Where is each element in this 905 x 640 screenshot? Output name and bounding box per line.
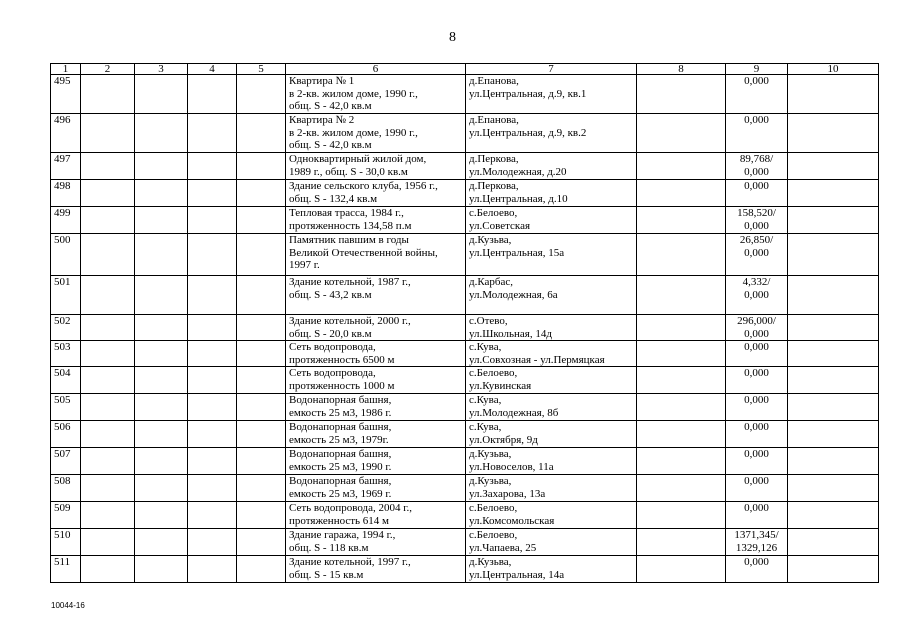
value-line: 158,520/ [737,207,776,219]
object-name-cell [286,556,466,583]
empty-cell [188,153,237,180]
empty-cell [637,448,726,475]
empty-cell [135,234,188,276]
empty-cell [135,276,188,315]
empty-cell [188,341,237,367]
address-line: ул.Кувинская [469,379,532,392]
empty-cell [637,75,726,114]
address-cell [466,114,637,153]
empty-cell [188,114,237,153]
row-number-cell: 507 [51,448,81,475]
empty-cell [237,475,286,502]
empty-cell [81,234,135,276]
table-row [51,394,879,421]
object-name-line: Одноквартирный жилой дом, [289,153,427,165]
value-line: 0,000 [744,341,769,353]
row-number-cell: 506 [51,421,81,448]
empty-cell [637,276,726,315]
empty-cell [637,180,726,207]
address-line: д.Епанова, [469,75,519,87]
table-row [51,341,879,367]
address-line: с.Кува, [469,394,502,406]
value-line: 0,000 [744,421,769,433]
row-number-cell: 509 [51,502,81,529]
empty-cell [788,341,879,367]
empty-cell [237,75,286,114]
object-name-line: общ. S - 118 кв.м [289,541,369,554]
object-name-cell [286,114,466,153]
empty-cell [81,114,135,153]
address-cell [466,153,637,180]
object-name-line: протяженность 6500 м [289,353,395,366]
object-name-line: Водонапорная башня, [289,394,392,406]
address-line: с.Отево, [469,315,508,327]
empty-cell [237,367,286,394]
address-line: д.Кузьва, [469,556,512,568]
empty-cell [188,276,237,315]
empty-cell [188,234,237,276]
row-number-cell: 495 [51,75,81,114]
address-cell [466,75,637,114]
address-cell [466,341,637,367]
value-line: 89,768/ [739,153,774,165]
object-name-cell [286,234,466,276]
address-line: ул.Молодежная, 8б [469,406,559,419]
column-number: 2 [81,64,135,75]
address-line: ул.Школьная, 14д [469,327,552,340]
column-number: 1 [51,64,81,75]
value-cell [726,315,788,341]
address-line: д.Епанова, [469,114,519,126]
empty-cell [237,315,286,341]
empty-cell [81,556,135,583]
row-number-cell: 503 [51,341,81,367]
row-number-cell: 504 [51,367,81,394]
empty-cell [81,502,135,529]
empty-cell [135,529,188,556]
address-line: ул.Захарова, 13а [469,487,546,500]
empty-cell [788,367,879,394]
column-number: 8 [637,64,726,75]
empty-cell [637,341,726,367]
empty-cell [188,475,237,502]
object-name-line: общ. S - 43,2 кв.м [289,288,372,301]
empty-cell [135,394,188,421]
column-number: 10 [788,64,879,75]
value-line: 0,000 [744,502,769,514]
column-number: 7 [466,64,637,75]
object-name-cell [286,207,466,234]
empty-cell [188,502,237,529]
object-name-cell [286,367,466,394]
object-name-cell [286,421,466,448]
value-line: 0,000 [744,448,769,460]
empty-cell [237,448,286,475]
address-cell [466,502,637,529]
empty-cell [788,475,879,502]
empty-cell [188,556,237,583]
address-cell [466,475,637,502]
column-number-row [51,64,879,75]
empty-cell [135,114,188,153]
empty-cell [188,367,237,394]
address-cell [466,180,637,207]
value-line: 0,000 [744,114,769,126]
address-line: ул.Центральная, д.10 [469,192,568,205]
object-name-line: Здание сельского клуба, 1956 г., [289,180,438,192]
value-line: 0,000 [744,367,769,379]
column-number: 4 [188,64,237,75]
table-row [51,367,879,394]
empty-cell [788,276,879,315]
empty-cell [237,502,286,529]
empty-cell [637,502,726,529]
empty-cell [237,153,286,180]
object-name-cell [286,180,466,207]
object-name-line: Квартира № 1 [289,75,355,87]
empty-cell [188,75,237,114]
value-cell [726,502,788,529]
empty-cell [135,502,188,529]
empty-cell [637,153,726,180]
empty-cell [81,341,135,367]
empty-cell [237,556,286,583]
empty-cell [237,207,286,234]
object-name-line: протяженность 614 м [289,514,390,527]
value-cell [726,448,788,475]
empty-cell [237,529,286,556]
empty-cell [637,475,726,502]
address-line: д.Перкова, [469,153,519,165]
table-row [51,75,879,114]
object-name-line: Квартира № 2 [289,114,355,126]
address-line: с.Кува, [469,421,502,433]
object-name-line: Сеть водопровода, [289,367,376,379]
object-name-cell [286,315,466,341]
address-cell [466,394,637,421]
address-cell [466,556,637,583]
empty-cell [135,556,188,583]
column-number: 3 [135,64,188,75]
table-row [51,475,879,502]
empty-cell [81,394,135,421]
empty-cell [135,367,188,394]
object-name-line: протяженность 134,58 п.м [289,219,412,232]
value-line: 0,000 [744,556,769,568]
address-line: с.Белоево, [469,529,518,541]
empty-cell [188,448,237,475]
table-row [51,556,879,583]
address-cell [466,207,637,234]
address-line: ул.Молодежная, д.20 [469,165,567,178]
object-name-line: протяженность 1000 м [289,379,395,392]
object-name-line: Памятник павшим в годы [289,234,409,246]
object-name-cell [286,529,466,556]
address-line: ул.Центральная, 15а [469,246,565,259]
empty-cell [81,367,135,394]
address-cell [466,367,637,394]
object-name-line: Сеть водопровода, [289,341,376,353]
value-line: 0,000 [744,219,769,232]
empty-cell [788,394,879,421]
empty-cell [788,315,879,341]
row-number-cell: 501 [51,276,81,315]
empty-cell [637,207,726,234]
empty-cell [135,180,188,207]
empty-cell [135,421,188,448]
object-name-line: емкость 25 м3, 1969 г. [289,487,392,500]
address-line: д.Перкова, [469,180,519,192]
address-line: ул.Центральная, 14а [469,568,565,581]
object-name-cell [286,448,466,475]
table-row [51,180,879,207]
empty-cell [237,114,286,153]
empty-cell [788,556,879,583]
empty-cell [237,180,286,207]
address-cell [466,234,637,276]
empty-cell [237,394,286,421]
address-line: ул.Центральная, д.9, кв.1 [469,87,587,100]
empty-cell [788,114,879,153]
empty-cell [188,207,237,234]
empty-cell [81,153,135,180]
row-number-cell: 502 [51,315,81,341]
address-cell [466,276,637,315]
table-row [51,502,879,529]
address-line: д.Кузьва, [469,448,512,460]
object-name-line: Здание котельной, 2000 г., [289,315,411,327]
object-name-cell [286,394,466,421]
empty-cell [188,180,237,207]
object-name-line: 1997 г. [289,259,320,271]
empty-cell [81,421,135,448]
address-cell [466,421,637,448]
address-line: с.Белоево, [469,207,518,219]
table-row [51,114,879,153]
address-line: с.Белоево, [469,367,518,379]
empty-cell [788,75,879,114]
empty-cell [637,114,726,153]
object-name-cell [286,341,466,367]
empty-cell [81,475,135,502]
row-number-cell: 497 [51,153,81,180]
empty-cell [135,341,188,367]
object-name-line: Водонапорная башня, [289,421,392,433]
empty-cell [188,421,237,448]
value-cell [726,394,788,421]
empty-cell [135,315,188,341]
row-number-cell: 511 [51,556,81,583]
address-line: ул.Октября, 9д [469,433,538,446]
address-cell [466,448,637,475]
empty-cell [637,367,726,394]
table-row [51,276,879,315]
object-name-line: Здание гаража, 1994 г., [289,529,396,541]
address-line: ул.Центральная, д.9, кв.2 [469,126,587,139]
value-cell [726,529,788,556]
value-cell [726,367,788,394]
page-number: 8 [449,30,456,45]
empty-cell [788,207,879,234]
empty-cell [637,315,726,341]
object-name-line: в 2-кв. жилом доме, 1990 г., [289,126,418,139]
object-name-line: Здание котельной, 1997 г., [289,556,411,568]
row-number-cell: 510 [51,529,81,556]
value-line: 0,000 [744,475,769,487]
object-name-line: емкость 25 м3, 1990 г. [289,460,392,473]
address-line: д.Карбас, [469,276,514,288]
object-name-line: общ. S - 132,4 кв.м [289,192,378,205]
empty-cell [237,234,286,276]
empty-cell [135,75,188,114]
value-cell [726,475,788,502]
empty-cell [237,276,286,315]
object-name-cell [286,153,466,180]
empty-cell [81,75,135,114]
empty-cell [188,315,237,341]
empty-cell [788,502,879,529]
object-name-line: общ. S - 42,0 кв.м [289,139,372,151]
address-cell [466,529,637,556]
table-row [51,207,879,234]
address-line: ул.Советская [469,219,531,232]
address-line: д.Кузьва, [469,475,512,487]
object-name-cell [286,276,466,315]
table-body [51,64,879,583]
value-cell [726,180,788,207]
empty-cell [135,153,188,180]
object-name-line: Сеть водопровода, 2004 г., [289,502,413,514]
value-cell [726,421,788,448]
empty-cell [637,394,726,421]
row-number-cell: 496 [51,114,81,153]
value-line: 4,332/ [742,276,771,288]
address-line: ул.Чапаева, 25 [469,541,537,554]
object-name-cell [286,475,466,502]
value-line: 0,000 [744,394,769,406]
value-cell [726,276,788,315]
document-code: 10044-16 [51,601,85,610]
value-line: 26,850/ [739,234,774,246]
column-number: 9 [726,64,788,75]
object-name-line: Великой Отечественной войны, [289,246,438,259]
object-name-line: Тепловая трасса, 1984 г., [289,207,404,219]
object-name-line: Здание котельной, 1987 г., [289,276,411,288]
empty-cell [637,421,726,448]
object-name-line: общ. S - 42,0 кв.м [289,100,372,112]
object-name-cell [286,502,466,529]
value-line: 0,000 [744,180,769,192]
value-cell [726,153,788,180]
value-cell [726,114,788,153]
table-row [51,234,879,276]
empty-cell [188,394,237,421]
object-name-line: 1989 г., общ. S - 30,0 кв.м [289,165,408,178]
value-cell [726,234,788,276]
value-cell [726,207,788,234]
table-row [51,153,879,180]
object-name-line: емкость 25 м3, 1986 г. [289,406,392,419]
empty-cell [81,529,135,556]
empty-cell [81,448,135,475]
value-cell [726,341,788,367]
empty-cell [81,207,135,234]
empty-cell [637,234,726,276]
empty-cell [788,153,879,180]
row-number-cell: 505 [51,394,81,421]
row-number-cell: 499 [51,207,81,234]
row-number-cell: 508 [51,475,81,502]
object-name-line: Водонапорная башня, [289,475,392,487]
value-cell [726,556,788,583]
address-line: с.Белоево, [469,502,518,514]
empty-cell [637,556,726,583]
address-line: ул.Комсомольская [469,514,555,527]
value-line: 0,000 [744,288,769,301]
column-number: 5 [237,64,286,75]
address-line: ул.Новоселов, 11а [469,460,554,473]
address-line: ул.Молодежная, 6а [469,288,558,301]
empty-cell [188,529,237,556]
row-number-cell: 500 [51,234,81,276]
object-name-line: общ. S - 15 кв.м [289,568,364,581]
address-line: ул.Совхозная - ул.Пермяцкая [469,353,605,366]
object-name-line: емкость 25 м3, 1979г. [289,433,389,446]
value-line: 296,000/ [737,315,776,327]
object-name-line: общ. S - 20,0 кв.м [289,327,372,340]
object-name-cell [286,75,466,114]
object-name-line: Водонапорная башня, [289,448,392,460]
value-line: 0,000 [744,246,769,259]
empty-cell [788,448,879,475]
table-row [51,315,879,341]
empty-cell [788,180,879,207]
empty-cell [788,529,879,556]
row-number-cell: 498 [51,180,81,207]
address-line: с.Кува, [469,341,502,353]
address-cell [466,315,637,341]
column-number: 6 [286,64,466,75]
empty-cell [135,475,188,502]
empty-cell [637,529,726,556]
address-line: д.Кузьва, [469,234,512,246]
value-line: 1329,126 [735,541,778,554]
table-row [51,421,879,448]
value-cell [726,75,788,114]
empty-cell [81,180,135,207]
value-line: 1371,345/ [734,529,779,541]
table-row [51,529,879,556]
table-row [51,448,879,475]
empty-cell [81,315,135,341]
empty-cell [237,421,286,448]
value-line: 0,000 [744,327,769,340]
empty-cell [237,341,286,367]
empty-cell [135,448,188,475]
empty-cell [81,276,135,315]
empty-cell [788,234,879,276]
empty-cell [788,421,879,448]
value-line: 0,000 [744,165,769,178]
empty-cell [135,207,188,234]
object-name-line: в 2-кв. жилом доме, 1990 г., [289,87,418,100]
value-line: 0,000 [744,75,769,87]
property-register-table [50,63,879,583]
